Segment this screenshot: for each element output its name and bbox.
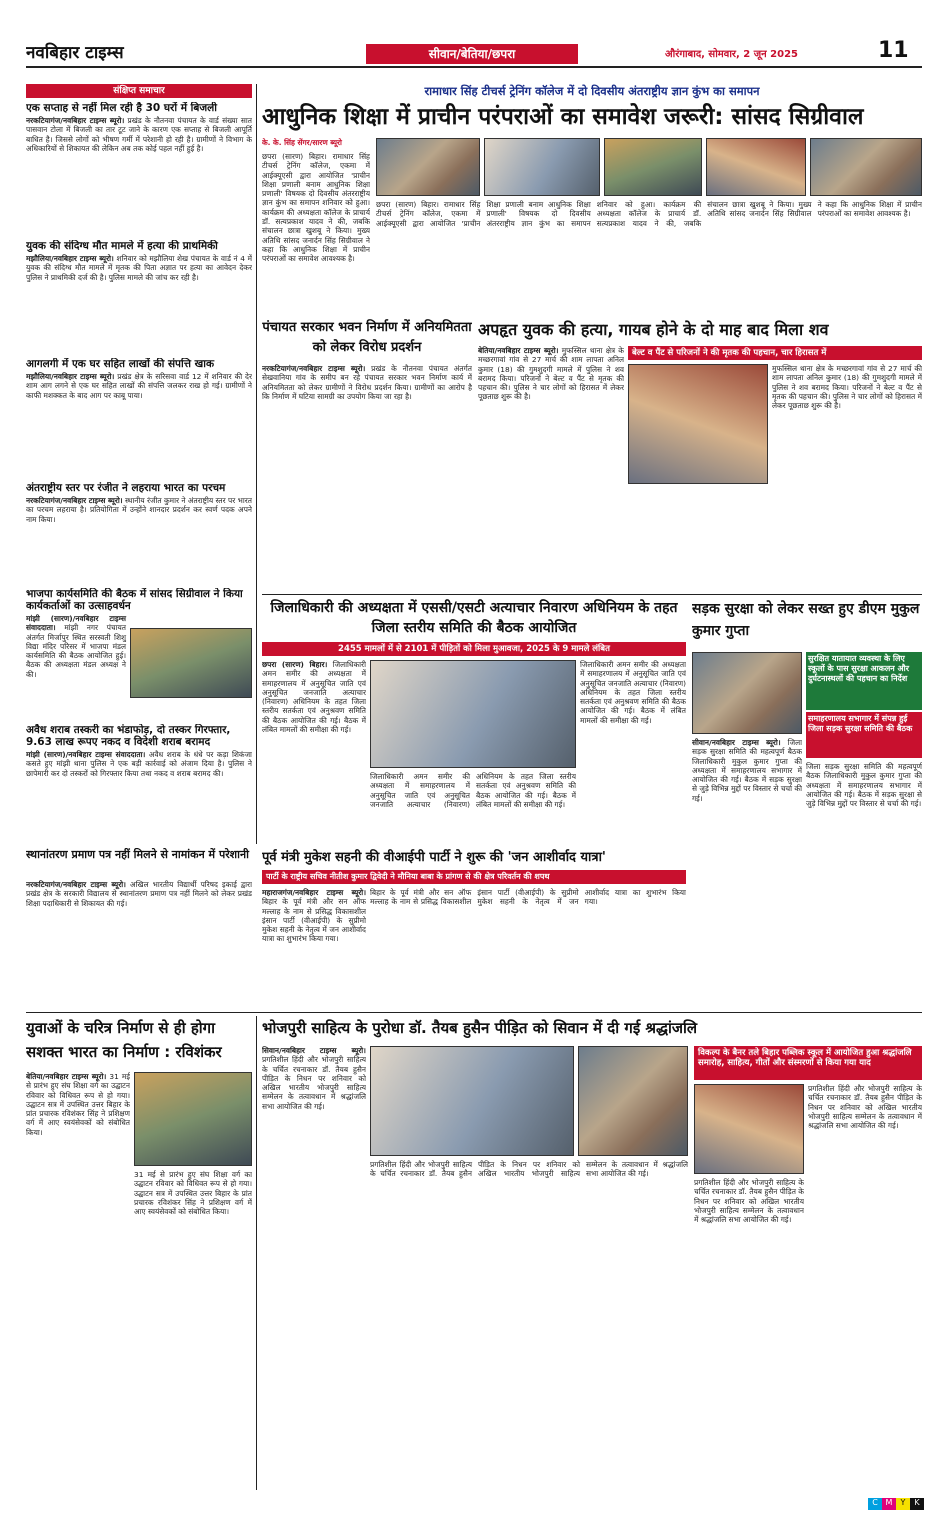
youth-story — [26, 1016, 252, 1490]
lead-headline: आधुनिक शिक्षा में प्राचीन परंपराओं का समावेश जरूरी: सांसद सिग्रीवाल — [262, 104, 864, 130]
brief-item — [26, 588, 252, 718]
school-body: अखिल भारतीय विद्यार्थी परिषद इकाई द्वारा प्रखंड क्षेत्र के सरकारी विद्यालय से स्थानांतरण प्रमाण पत्र नहीं मिलने को लेकर प्रखंड शिक्षा पदाधिकारी से शिकायत की गई। — [26, 880, 252, 908]
yatra-body-cont: बिहार के पूर्व मंत्री और सन ऑफ मल्लाह के नाम से प्रसिद्ध विकासशील इंसान पार्टी (वीआईपी) के सुप्रीमो मुकेश सहनी के नेतृत्व में जन आशीर्वाद यात्रा का शुभारंभ किया गया। — [370, 888, 686, 907]
road-safety-story — [692, 598, 922, 1008]
section-label: सीवान/बेतिया/छपरा — [366, 44, 578, 64]
tribute-body: प्रगतिशील हिंदी और भोजपुरी साहित्य के चर्चित रचनाकार डॉ. तैयब हुसैन पीड़ित के निधन पर शनिवार को अखिल भारतीय भोजपुरी साहित्य सम्मेलन के तत्वावधान में श्रद्धांजलि सभा आयोजित की गई। — [262, 1055, 366, 1111]
brief-title: आगलगी में एक घर सहित लाखों की संपत्ति खाक — [26, 358, 215, 370]
color-mark-c: C — [868, 1498, 882, 1510]
brief-item — [26, 358, 252, 476]
yatra-byline: महाराजगंज/नवबिहार टाइम्स ब्यूरो। — [262, 888, 366, 897]
brief-byline: नरकटियागंज/नवबिहार टाइम्स ब्यूरो। — [26, 496, 123, 505]
youth-headline: युवाओं के चरित्र निर्माण से ही होगा सशक्त भारत का निर्माण : रविशंकर — [26, 1019, 222, 1061]
murder-story — [478, 318, 922, 590]
yatra-subhead: पार्टी के राष्ट्रीय सचिव नीतीश कुमार द्विवेदी ने मौनिया बाबा के प्रांगण से की क्षेत्र परिवर्तन की शपथ — [262, 870, 686, 884]
page-number: 11 — [878, 38, 909, 63]
school-byline: नरकटियागंज/नवबिहार टाइम्स ब्यूरो। — [26, 880, 126, 889]
brief-title: एक सप्ताह से नहीं मिल रही है 30 घरों में बिजली — [26, 102, 217, 114]
youth-body: 31 मई से प्रारंभ हुए संघ शिक्षा वर्ग का उद्घाटन रविवार को विधिवत रूप से हो गया। उद्घाटन सत्र में उपस्थित उत्तर बिहार के प्रांत प्रचारक रविशंकर सिंह ने प्रशिक्षण वर्ग में आए स्वयंसेवकों को संबोधित किया। — [26, 1072, 130, 1137]
murder-body-cont: मुफस्सिल थाना क्षेत्र के मच्छरगावां गांव से 27 मार्च की शाम लापता अनिल कुमार (18) की गुमशुदगी मामले में पुलिस ने शव बरामद किया। परिजनों ने बेल्ट व पैंट से मृतक की पहचान की। पुलिस ने चार लोगों को हिरासत में लेकर पूछताछ शुरू की है। — [772, 364, 922, 411]
tribute-sidebar-body2: प्रगतिशील हिंदी और भोजपुरी साहित्य के चर्चित रचनाकार डॉ. तैयब हुसैन पीड़ित के निधन पर शनिवार को अखिल भारतीय भोजपुरी साहित्य सम्मेलन के तत्वावधान में श्रद्धांजलि सभा आयोजित की गई। — [694, 1178, 804, 1225]
lead-body: छपरा (सारण) बिहार। रामाधार सिंह टीचर्स ट्रेनिंग कॉलेज, एकमा में आईक्यूएसी द्वारा आयोजित 'प्राचीन शिक्षा प्रणाली बनाम आधुनिक शिक्षा प्रणाली' विषयक दो दिवसीय अंतरराष्ट्रीय ज्ञान कुंभ का समापन शनिवार को हुआ। कार्यक्रम की अध्यक्षता कॉलेज के प्राचार्य डॉ. सत्यप्रकाश यादव ने की, जबकि संचालन छात्रा खुशबू ने किया। मुख्य अतिथि सांसद जनार्दन सिंह सिग्रीवाल ने कहा कि आधुनिक शिक्षा में प्राचीन परंपराओं का समावेश आवश्यक है। — [262, 152, 370, 264]
road-safety-body: जिला सड़क सुरक्षा समिति की महत्वपूर्ण बैठक जिलाधिकारी मुकुल कुमार गुप्ता की अध्यक्षता में समाहरणालय सभागार में आयोजित की गई। बैठक में सड़क सुरक्षा से जुड़े विभिन्न मुद्दों पर विस्तार से चर्चा की गई। — [692, 738, 802, 803]
youth-byline: बेतिया/नवबिहार टाइम्स ब्यूरो। — [26, 1072, 107, 1081]
scst-body-bottom: जिलाधिकारी अमन समीर की अध्यक्षता में समाहरणालय में अनुसूचित जाति एवं अनुसूचित जनजाति अत्याचार (निवारण) अधिनियम के तहत जिला स्तरीय सतर्कता एवं अनुश्रवण समिति की बैठक आयोजित की गई। बैठक में लंबित मामलों की समीक्षा की गई। — [370, 772, 576, 809]
tribute-story — [262, 1016, 922, 1490]
panchayat-headline: पंचायत सरकार भवन निर्माण में अनियमितता को लेकर विरोध प्रदर्शन — [262, 320, 472, 355]
brief-item — [26, 724, 252, 844]
scst-byline: छपरा (सारण) बिहार। — [262, 660, 328, 669]
murder-body: मुफस्सिल थाना क्षेत्र के मच्छरगावां गांव से 27 मार्च की शाम लापता अनिल कुमार (18) की गुमशुदगी मामले में पुलिस ने शव बरामद किया। परिजनों ने बेल्ट व पैंट से मृतक की पहचान की। पुलिस ने चार लोगों को हिरासत में लेकर पूछताछ शुरू की है। — [478, 346, 624, 402]
scst-headline: जिलाधिकारी की अध्यक्षता में एससी/एसटी अत्याचार निवारण अधिनियम के तहत जिला स्तरीय समिति की बैठक आयोजित — [270, 600, 678, 636]
panchayat-body: प्रखंड के नौतनवा पंचायत अंतर्गत सेखवानिया गांव के समीप बन रहे पंचायत सरकार भवन निर्माण कार्य में अनियमितता को लेकर ग्रामीणों ने विरोध प्रदर्शन किया। ग्रामीणों का आरोप है कि निर्माण में घटिया सामग्री का उपयोग किया जा रहा है। — [262, 364, 472, 401]
color-mark-m: M — [882, 1498, 896, 1510]
dateline: औरंगाबाद, सोमवार, 2 जून 2025 — [665, 49, 799, 60]
brief-title: भाजपा कार्यसमिति की बैठक में सांसद सिग्रीवाल ने किया कार्यकर्ताओं का उत्साहवर्धन — [26, 588, 243, 612]
brief-item — [26, 240, 252, 352]
lead-photo-5 — [810, 138, 922, 196]
murder-subhead: बेल्ट व पैंट से परिजनों ने की मृतक की पहचान, चार हिरासत में — [628, 346, 922, 360]
lead-photo-2 — [484, 138, 600, 196]
brief-byline: मझौलिया/नवबिहार टाइम्स ब्यूरो। — [26, 254, 114, 263]
tribute-photo-3 — [694, 1084, 804, 1174]
road-safety-photo — [692, 652, 802, 734]
school-headline: स्थानांतरण प्रमाण पत्र नहीं मिलने से नामांकन में परेशानी — [26, 848, 249, 861]
road-safety-body-cont: जिला सड़क सुरक्षा समिति की महत्वपूर्ण बैठक जिलाधिकारी मुकुल कुमार गुप्ता की अध्यक्षता में समाहरणालय सभागार में आयोजित की गई। बैठक में सड़क सुरक्षा से जुड़े विभिन्न मुद्दों पर विस्तार से चर्चा की गई। — [806, 762, 922, 809]
scst-photo — [370, 660, 576, 768]
lead-body-cont: छपरा (सारण) बिहार। रामाधार सिंह टीचर्स ट्रेनिंग कॉलेज, एकमा में आईक्यूएसी द्वारा आयोजित 'प्राचीन शिक्षा प्रणाली बनाम आधुनिक शिक्षा प्रणाली' विषयक दो दिवसीय अंतरराष्ट्रीय ज्ञान कुंभ का समापन शनिवार को हुआ। कार्यक्रम की अध्यक्षता कॉलेज के प्राचार्य डॉ. सत्यप्रकाश यादव ने की, जबकि संचालन छात्रा खुशबू ने किया। मुख्य अतिथि सांसद जनार्दन सिंह सिग्रीवाल ने कहा कि आधुनिक शिक्षा में प्राचीन परंपराओं का समावेश आवश्यक है। — [376, 200, 922, 228]
bjp-meeting-photo — [130, 628, 252, 698]
brief-byline: मझौलिया/नवबिहार टाइम्स ब्यूरो। — [26, 372, 115, 381]
scst-body-cont: जिलाधिकारी अमन समीर की अध्यक्षता में समाहरणालय में अनुसूचित जाति एवं अनुसूचित जनजाति अत्याचार (निवारण) अधिनियम के तहत जिला स्तरीय सतर्कता एवं अनुश्रवण समिति की बैठक आयोजित की गई। बैठक में लंबित मामलों की समीक्षा की गई। — [580, 660, 686, 725]
murder-headline: अपहृत युवक की हत्या, गायब होने के दो माह बाद मिला शव — [478, 320, 829, 339]
murder-photo — [628, 364, 768, 484]
brief-body: प्रखंड क्षेत्र के सरिसवा वार्ड 12 में शनिवार की देर शाम आग लगने से एक घर सहित लाखों की संपत्ति जलकर राख हो गई। ग्रामीणों ने काफी मशक्कत के बाद आग पर काबू पाया। — [26, 372, 252, 400]
panchayat-story — [262, 318, 472, 590]
murder-byline: बेतिया/नवबिहार टाइम्स ब्यूरो। — [478, 346, 559, 355]
road-safety-caption1: सुरक्षित यातायात व्यवस्था के लिए स्कूलों के पास सुरक्षा आकलन और दुर्घटनास्थलों की पहचान का निर्देश — [806, 652, 922, 710]
brief-title: अवैध शराब तस्करी का भंडाफोड़, दो तस्कर गिरफ्तार, 9.63 लाख रूपए नकद व विदेशी शराब बरामद — [26, 724, 231, 748]
road-safety-byline: सीवान/नवबिहार टाइम्स ब्यूरो। — [692, 738, 781, 747]
brief-byline: नरकटियागंज/नवबिहार टाइम्स ब्यूरो। — [26, 116, 125, 125]
yatra-story — [262, 848, 686, 1008]
color-mark-k: K — [910, 1498, 924, 1510]
brief-item — [26, 482, 252, 582]
tribute-photo-2 — [578, 1046, 688, 1156]
yatra-headline: पूर्व मंत्री मुकेश सहनी की वीआईपी पार्टी ने शुरू की 'जन आशीर्वाद यात्रा' — [262, 850, 606, 865]
scst-story — [262, 598, 686, 844]
color-mark-y: Y — [896, 1498, 910, 1510]
tribute-sidebar-body: प्रगतिशील हिंदी और भोजपुरी साहित्य के चर्चित रचनाकार डॉ. तैयब हुसैन पीड़ित के निधन पर शनिवार को अखिल भारतीय भोजपुरी साहित्य सम्मेलन के तत्वावधान में श्रद्धांजलि सभा आयोजित की गई। — [808, 1084, 922, 1131]
brief-byline: मांझी (सारण)/नवबिहार टाइम्स संवाददाता। — [26, 750, 146, 759]
masthead — [0, 0, 945, 68]
tribute-headline: भोजपुरी साहित्य के पुरोधा डॉ. तैयब हुसैन पीड़ित को सिवान में दी गई श्रद्धांजलि — [262, 1019, 698, 1037]
panchayat-byline: नरकटियागंज/नवबिहार टाइम्स ब्यूरो। — [262, 364, 366, 373]
scst-subhead: 2455 मामलों में से 2101 में पीड़ितों को मिला मुआवजा, 2025 के 9 मामले लंबित — [262, 642, 686, 656]
brief-column — [26, 84, 252, 844]
brief-item — [26, 102, 252, 234]
brief-body: मांझी नगर पंचायत अंतर्गत मिर्जापुर स्थित सरस्वती शिशु विद्या मंदिर परिसर में भाजपा मंडल कार्यसमिति की बैठक आयोजित हुई। बैठक की अध्यक्षता मंडल अध्यक्ष ने की। — [26, 623, 126, 679]
brief-body: अवैध शराब के धंधे पर कड़ा शिकंजा कसते हुए मांझी थाना पुलिस ने एक बड़ी कार्रवाई को अंजाम दिया है। पुलिस ने छापेमारी कर दो तस्करों को गिरफ्तार किया तथा नकद व शराब बरामद की। — [26, 750, 252, 778]
brief-header: संक्षिप्त समाचार — [26, 84, 252, 98]
tribute-byline: सिवान/नवबिहार टाइम्स ब्यूरो। — [262, 1046, 366, 1055]
paper-name: नवबिहार टाइम्स — [26, 43, 124, 63]
brief-body: प्रखंड के नौतनवा पंचायत के वार्ड संख्या सात पासवान टोला में बिजली का तार टूट जाने के कारण एक सप्ताह से बिजली आपूर्ति बाधित है। जिससे लोगों को भीषण गर्मी में परेशानी हो रही है। ग्रामीणों ने विभाग के अधिकारियों से शिकायत की लेकिन अब तक कोई पहल नहीं हुई है। — [26, 116, 252, 153]
tribute-sidebar-header: विकल्प के बैनर तले बिहार पब्लिक स्कूल में आयोजित हुआ श्रद्धांजलि समारोह, साहित्य, गीतों और संस्मरणों से किया गया याद — [694, 1046, 922, 1080]
brief-body: शनिवार को मझौलिया शेख पंचायत के वार्ड नं 4 में युवक की संदिग्ध मौत मामले में मृतक की पिता अज्ञात पर हत्या का आवेदन देकर पुलिस ने प्राथमिकी दर्ज की है। पुलिस मामले की जांच कर रही है। — [26, 254, 252, 282]
yatra-body: बिहार के पूर्व मंत्री और सन ऑफ मल्लाह के नाम से प्रसिद्ध विकासशील इंसान पार्टी (वीआईपी) के सुप्रीमो मुकेश सहनी के नेतृत्व में जन आशीर्वाद यात्रा का शुभारंभ किया गया। — [262, 897, 366, 944]
tribute-body-cont: प्रगतिशील हिंदी और भोजपुरी साहित्य के चर्चित रचनाकार डॉ. तैयब हुसैन पीड़ित के निधन पर शनिवार को अखिल भारतीय भोजपुरी साहित्य सम्मेलन के तत्वावधान में श्रद्धांजलि सभा आयोजित की गई। — [370, 1160, 688, 1179]
brief-byline: मांझी (सारण)/नवबिहार टाइम्स संवाददाता। — [26, 614, 126, 633]
brief-title: युवक की संदिग्ध मौत मामले में हत्या की प्राथमिकी — [26, 240, 218, 252]
youth-body-cont: 31 मई से प्रारंभ हुए संघ शिक्षा वर्ग का उद्घाटन रविवार को विधिवत रूप से हो गया। उद्घाटन सत्र में उपस्थित उत्तर बिहार के प्रांत प्रचारक रविशंकर सिंह ने प्रशिक्षण वर्ग में आए स्वयंसेवकों को संबोधित किया। — [134, 1170, 252, 1217]
lead-kicker: रामाधार सिंह टीचर्स ट्रेनिंग कॉलेज में दो दिवसीय अंतराष्ट्रीय ज्ञान कुंभ का समापन — [424, 84, 760, 98]
lead-photo-4 — [706, 138, 806, 196]
lead-story — [262, 84, 922, 314]
road-safety-caption2: समाहरणालय सभागार में संपन्न हुई जिला सड़क सुरक्षा समिति की बैठक — [806, 712, 922, 758]
scst-body: जिलाधिकारी अमन समीर की अध्यक्षता में समाहरणालय में अनुसूचित जाति एवं अनुसूचित जनजाति अत्याचार (निवारण) अधिनियम के तहत जिला स्तरीय सतर्कता एवं अनुश्रवण समिति की बैठक आयोजित की गई। बैठक में लंबित मामलों की समीक्षा की गई। — [262, 660, 366, 735]
tribute-photo-1 — [370, 1046, 574, 1156]
road-safety-headline: सड़क सुरक्षा को लेकर सख्त हुए डीएम मुकुल कुमार गुप्ता — [692, 601, 920, 639]
school-story — [26, 848, 252, 1008]
brief-body: स्थानीय रंजीत कुमार ने अंतराष्ट्रीय स्तर पर भारत का परचम लहराया है। प्रतियोगिता में उन्होंने शानदार प्रदर्शन कर स्वर्ण पदक अपने नाम किया। — [26, 496, 252, 524]
youth-photo — [134, 1072, 252, 1166]
brief-title: अंतराष्ट्रीय स्तर पर रंजीत ने लहराया भारत का परचम — [26, 482, 226, 494]
lead-photo-3 — [604, 138, 702, 196]
color-marks — [868, 1498, 924, 1510]
lead-photo-1 — [376, 138, 480, 196]
lead-byline: के. के. सिंह सेंगर/सारण ब्यूरो — [262, 138, 342, 147]
